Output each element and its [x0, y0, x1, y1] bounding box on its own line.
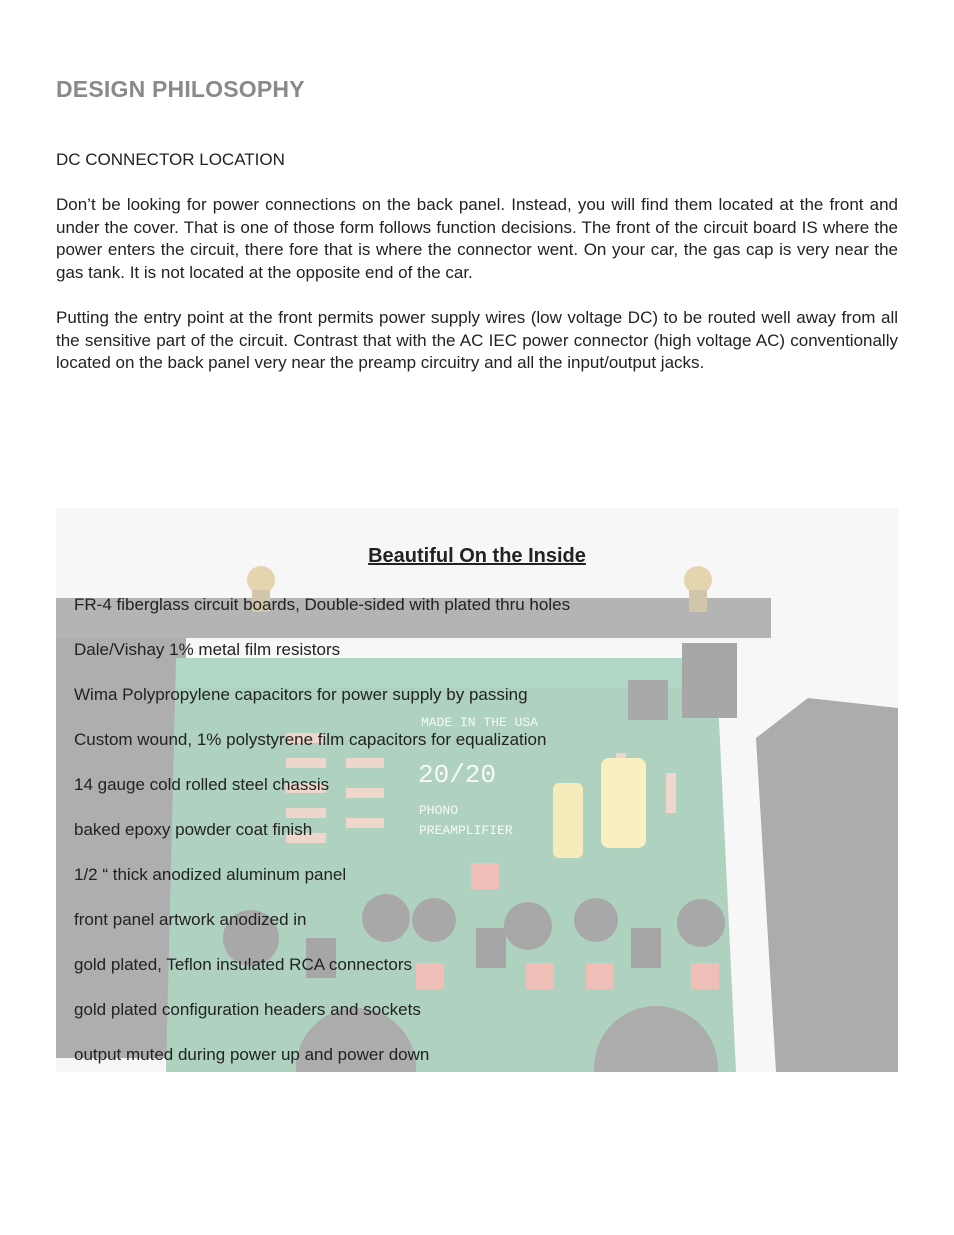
feature-item: gold plated, Teflon insulated RCA connectors — [74, 955, 413, 974]
feature-item: gold plated configuration headers and sockets — [74, 1000, 421, 1019]
feature-item: front panel artwork anodized in — [74, 910, 307, 929]
features-list — [74, 594, 570, 1089]
page-heading: DESIGN PHILOSOPHY — [56, 76, 305, 102]
paragraph-1: Don’t be looking for power connections on the back panel. Instead, you will find them located at the front and under the cover. That is one of those form follows function decisions. The front of the circuit board IS where the power enters the circuit, there fore that is where the connector went. On your car, the gas cap is very near the gas tank. It is not located at the opposite end of the car. — [56, 195, 898, 282]
feature-item: Wima Polypropylene capacitors for power supply by passing — [74, 685, 528, 704]
paragraph-2: Putting the entry point at the front permits power supply wires (low voltage DC) to be routed well away from all the sensitive part of the circuit. Contrast that with the AC IEC power connector (high voltage AC) conventionally located on the back panel very near the preamp circuitry and all the input/output jacks. — [56, 308, 898, 372]
feature-item: 14 gauge cold rolled steel chassis — [74, 775, 330, 794]
feature-item: Custom wound, 1% polystyrene film capacitors for equalization — [74, 730, 547, 749]
section-title: DC CONNECTOR LOCATION — [56, 150, 285, 169]
feature-item: Dale/Vishay 1% metal film resistors — [74, 640, 341, 659]
features-title: Beautiful On the Inside — [368, 545, 586, 567]
feature-item: baked epoxy powder coat finish — [74, 820, 313, 839]
feature-item: 1/2 “ thick anodized aluminum panel — [74, 865, 347, 884]
feature-item: FR-4 fiberglass circuit boards, Double-sided with plated thru holes — [74, 595, 571, 614]
feature-item: output muted during power up and power down — [74, 1045, 430, 1064]
